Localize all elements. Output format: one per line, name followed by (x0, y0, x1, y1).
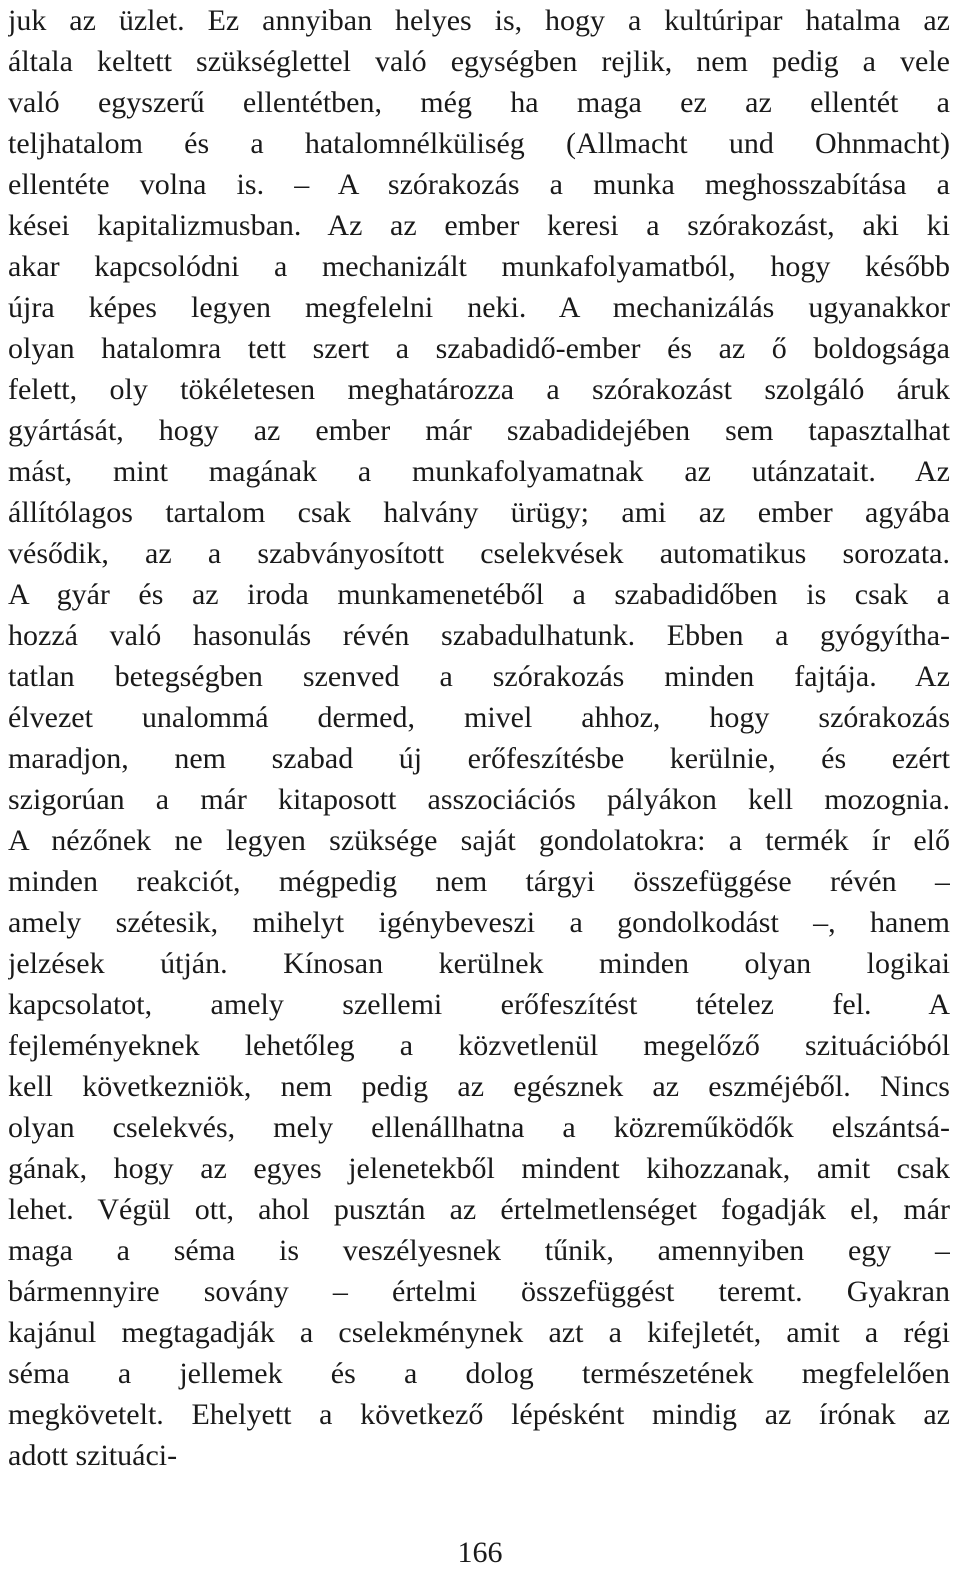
text-line: akar kapcsolódni a mechanizált munkafolyamatból, hogy később (8, 250, 950, 283)
text-line: olyan hatalomra tett szert a szabadidő-ember és az ő boldogsága (8, 332, 950, 365)
text-line: lehet. Végül ott, ahol pusztán az értelmetlenséget fogadják el, már (8, 1193, 950, 1226)
text-line: általa keltett szükséglettel való egységben rejlik, nem pedig a vele (8, 45, 950, 78)
text-line: adott szituáci- (8, 1439, 178, 1472)
text-line: élvezet unalommá dermed, mivel ahhoz, hogy szórakozás (8, 701, 950, 734)
text-line: vésődik, az a szabványosított cselekvések automatikus sorozata. (8, 537, 950, 570)
text-line: állítólagos tartalom csak halvány ürügy; ami az ember agyába (8, 496, 950, 529)
text-line: bármennyire sovány – értelmi összefüggést teremt. Gyakran (8, 1275, 950, 1308)
text-line: olyan cselekvés, mely ellenállhatna a közreműködők elszántsá- (8, 1111, 950, 1144)
text-line: maradjon, nem szabad új erőfeszítésbe kerülnie, és ezért (8, 742, 950, 775)
text-line: jelzések útján. Kínosan kerülnek minden olyan logikai (8, 947, 950, 980)
text-line: szigorúan a már kitaposott asszociációs pályákon kell mozognia. (8, 783, 950, 816)
text-line: kapcsolatot, amely szellemi erőfeszítést tételez fel. A (8, 988, 950, 1021)
text-line: hozzá való hasonulás révén szabadulhatunk. Ebben a gyógyítha- (8, 619, 950, 652)
text-line: juk az üzlet. Ez annyiban helyes is, hogy a kultúripar hatalma az (8, 4, 950, 37)
text-line: kell következniök, nem pedig az egésznek az eszméjéből. Nincs (8, 1070, 950, 1103)
body-text (8, 0, 950, 1476)
text-line: minden reakciót, mégpedig nem tárgyi összefüggése révén – (8, 865, 950, 898)
text-line: fejleményeknek lehetőleg a közvetlenül megelőző szituációból (8, 1029, 950, 1062)
text-line: való egyszerű ellentétben, még ha maga ez az ellentét a (8, 86, 950, 119)
text-line: tatlan betegségben szenved a szórakozás minden fajtája. Az (8, 660, 950, 693)
text-line: felett, oly tökéletesen meghatározza a szórakozást szolgáló áruk (8, 373, 950, 406)
text-line: amely szétesik, mihelyt igénybeveszi a gondolkodást –, hanem (8, 906, 950, 939)
text-line: gának, hogy az egyes jelenetekből mindent kihozzanak, amit csak (8, 1152, 950, 1185)
text-line: maga a séma is veszélyesnek tűnik, amennyiben egy – (8, 1234, 950, 1267)
text-line: teljhatalom és a hatalomnélküliség (Allmacht und Ohnmacht) (8, 127, 950, 160)
page-number: 166 (457, 1536, 503, 1569)
text-line: kajánul megtagadják a cselekménynek azt a kifejletét, amit a régi (8, 1316, 950, 1349)
text-line: ellentéte volna is. – A szórakozás a munka meghosszabítása a (8, 168, 950, 201)
text-line: A nézőnek ne legyen szüksége saját gondolatokra: a termék ír elő (8, 824, 950, 857)
text-line: séma a jellemek és a dolog természetének megfelelően (8, 1357, 950, 1390)
text-line: megkövetelt. Ehelyett a következő lépésként mindig az írónak az (8, 1398, 950, 1431)
text-line: újra képes legyen megfelelni neki. A mechanizálás ugyanakkor (8, 291, 950, 324)
text-line: mást, mint magának a munkafolyamatnak az utánzatait. Az (8, 455, 950, 488)
text-line: gyártását, hogy az ember már szabadidejében sem tapasztalhat (8, 414, 950, 447)
text-line: A gyár és az iroda munkamenetéből a szabadidőben is csak a (8, 578, 950, 611)
text-line: kései kapitalizmusban. Az az ember keresi a szórakozást, aki ki (8, 209, 950, 242)
